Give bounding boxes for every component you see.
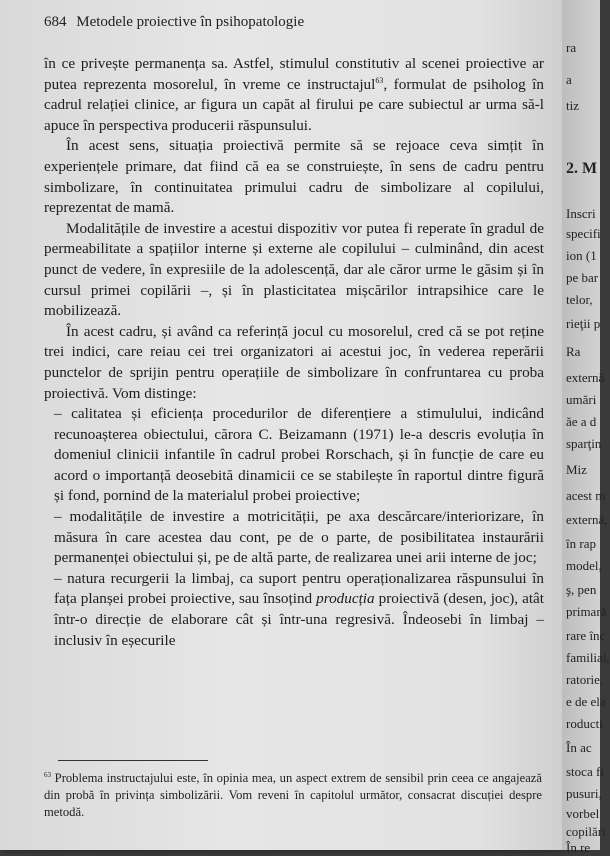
edge-fragment: În ac bbox=[566, 740, 592, 755]
edge-fragment-heading: 2. M bbox=[566, 160, 598, 177]
edge-fragment: Miz bbox=[566, 462, 587, 477]
paragraph-1-text-a: în ce privește permanența sa. Astfel, stimulul constitutiv al scenei proiective ar putea reprezenta mosorelul, în vreme ce instructajul bbox=[44, 55, 544, 93]
edge-fragment: acest m bbox=[566, 488, 606, 503]
footnote-separator bbox=[58, 760, 208, 761]
edge-fragment: pe bar bbox=[566, 270, 599, 285]
edge-fragment: ş, pen bbox=[566, 582, 597, 597]
running-title: Metodele proiective în psihopatologie bbox=[76, 14, 305, 30]
edge-fragment: rare înc bbox=[566, 628, 606, 643]
list-item-3-italic: producția bbox=[316, 590, 375, 608]
footnote-reference: 63 bbox=[375, 75, 384, 85]
edge-fragment: specifi bbox=[566, 226, 601, 241]
paragraph-1 bbox=[44, 54, 544, 136]
edge-fragment: vorbel bbox=[566, 806, 600, 821]
edge-fragment: pusuri, bbox=[566, 786, 602, 801]
paragraph-4: În acest cadru, și având ca referință jocul cu mosorelul, cred că se pot reține trei indici, care reiau cei trei organizatori ai acestui joc, în vederea reperării punctelor de sprijin pentru operațiile de simbolizare în confruntarea cu proba proiectivă. Vom distinge: bbox=[44, 322, 544, 402]
paragraph-1-text-b: , formulat de psiholog în cadrul relației clinice, ar figura un capăt al firului pe care subiectul ar urma să-l apuce în perspectiva producerii răspunsului. bbox=[44, 75, 544, 134]
edge-fragment: primară bbox=[566, 604, 607, 619]
edge-fragment: ratorie, bbox=[566, 672, 604, 687]
edge-fragment: externă bbox=[566, 370, 605, 385]
edge-fragment: sparţin bbox=[566, 436, 602, 451]
edge-fragment: telor, bbox=[566, 292, 593, 307]
page-number: 684 bbox=[44, 14, 67, 30]
list-item-2: – modalitățile de investire a motricității, pe axa descărcare/interiorizare, în măsura în care acestea dau cont, pe de o parte, de posibilitatea instaurării permanenței obiectului și, pe de altă parte, de realizarea unei arii interne de joc; bbox=[54, 508, 544, 567]
edge-fragment: umări bbox=[566, 392, 597, 407]
edge-fragment: roducti bbox=[566, 716, 603, 731]
running-header bbox=[44, 14, 304, 31]
paragraph-2: În acest sens, situația proiectivă permite să se rejoace ceva simțit în experiențele primare, dat fiind că ea se construiește, în sens de cadru pentru simbolizare, în continuitatea primului cadru de simbolizare al copilului, reprezentat de mamă. bbox=[44, 137, 544, 217]
edge-fragment: copilări bbox=[566, 824, 606, 839]
edge-fragment: tiz bbox=[566, 98, 579, 113]
footnote-text: Problema instructajului este, în opinia mea, un aspect extrem de sensibil prin ceea ce angajează din probă în privința simbolizării. Vom reveni în capitolul următor, consacrat discuției despre metodă. bbox=[44, 771, 542, 819]
edge-fragment: model, bbox=[566, 558, 602, 573]
edge-fragment: externă, bbox=[566, 512, 608, 527]
edge-fragment: ăe a d bbox=[566, 414, 597, 429]
footnote-marker: 63 bbox=[44, 770, 51, 779]
edge-fragment: ra bbox=[566, 40, 577, 55]
edge-fragment: familial, bbox=[566, 650, 610, 665]
footnote bbox=[44, 770, 542, 821]
edge-fragment: rieţii p bbox=[566, 316, 601, 331]
edge-fragment: În re bbox=[566, 840, 591, 855]
edge-fragment: ion (1 bbox=[566, 248, 597, 263]
adjacent-page-edge bbox=[562, 0, 610, 855]
list-item-3-text-b: proiectivă (desen, joc), atât într-o direcție de elaborare cât și într-una regresivă. Îndeosebi în limbaj – inclusiv în eșecurile bbox=[54, 590, 544, 649]
edge-fragment: Inscri bbox=[566, 206, 596, 221]
edge-fragment: în rap bbox=[566, 536, 596, 551]
list-item-1: – calitatea și eficiența procedurilor de diferențiere a stimulului, indicând recunoașterea obiectului, cărora C. Beizamann (1971) le-a descris evoluția în domeniul clinicii infantile în cadrul probei Rorschach, și în funcție de care eu acord o importanță deosebită dinamicii ce se stabilește în raportul dintre figură și fond, pornind de la materialul probei proiective; bbox=[54, 405, 544, 505]
main-text bbox=[44, 54, 544, 651]
list-item-3-text-a: – natura recurgerii la limbaj, ca suport pentru operaționalizarea răspunsului în fața planșei probei proiective, sau însoțind bbox=[54, 569, 544, 608]
edge-fragment: a bbox=[566, 72, 572, 87]
edge-fragment: e de ela bbox=[566, 694, 606, 709]
paragraph-3: Modalitățile de investire a acestui dispozitiv vor putea fi reperate în gradul de permeabilitate a spațiilor interne și externe ale copilului – culminând, din acest punct de vedere, în expresiile de la adolescență, dar ale căror urme le găsim și în cursul primei copilării –, și în plasticitatea mișcărilor intrapsihice care le mobilizează. bbox=[44, 219, 544, 320]
list-item-3 bbox=[44, 569, 544, 651]
edge-fragment: Ra bbox=[566, 344, 581, 359]
edge-fragment: stoca fi bbox=[566, 764, 604, 779]
